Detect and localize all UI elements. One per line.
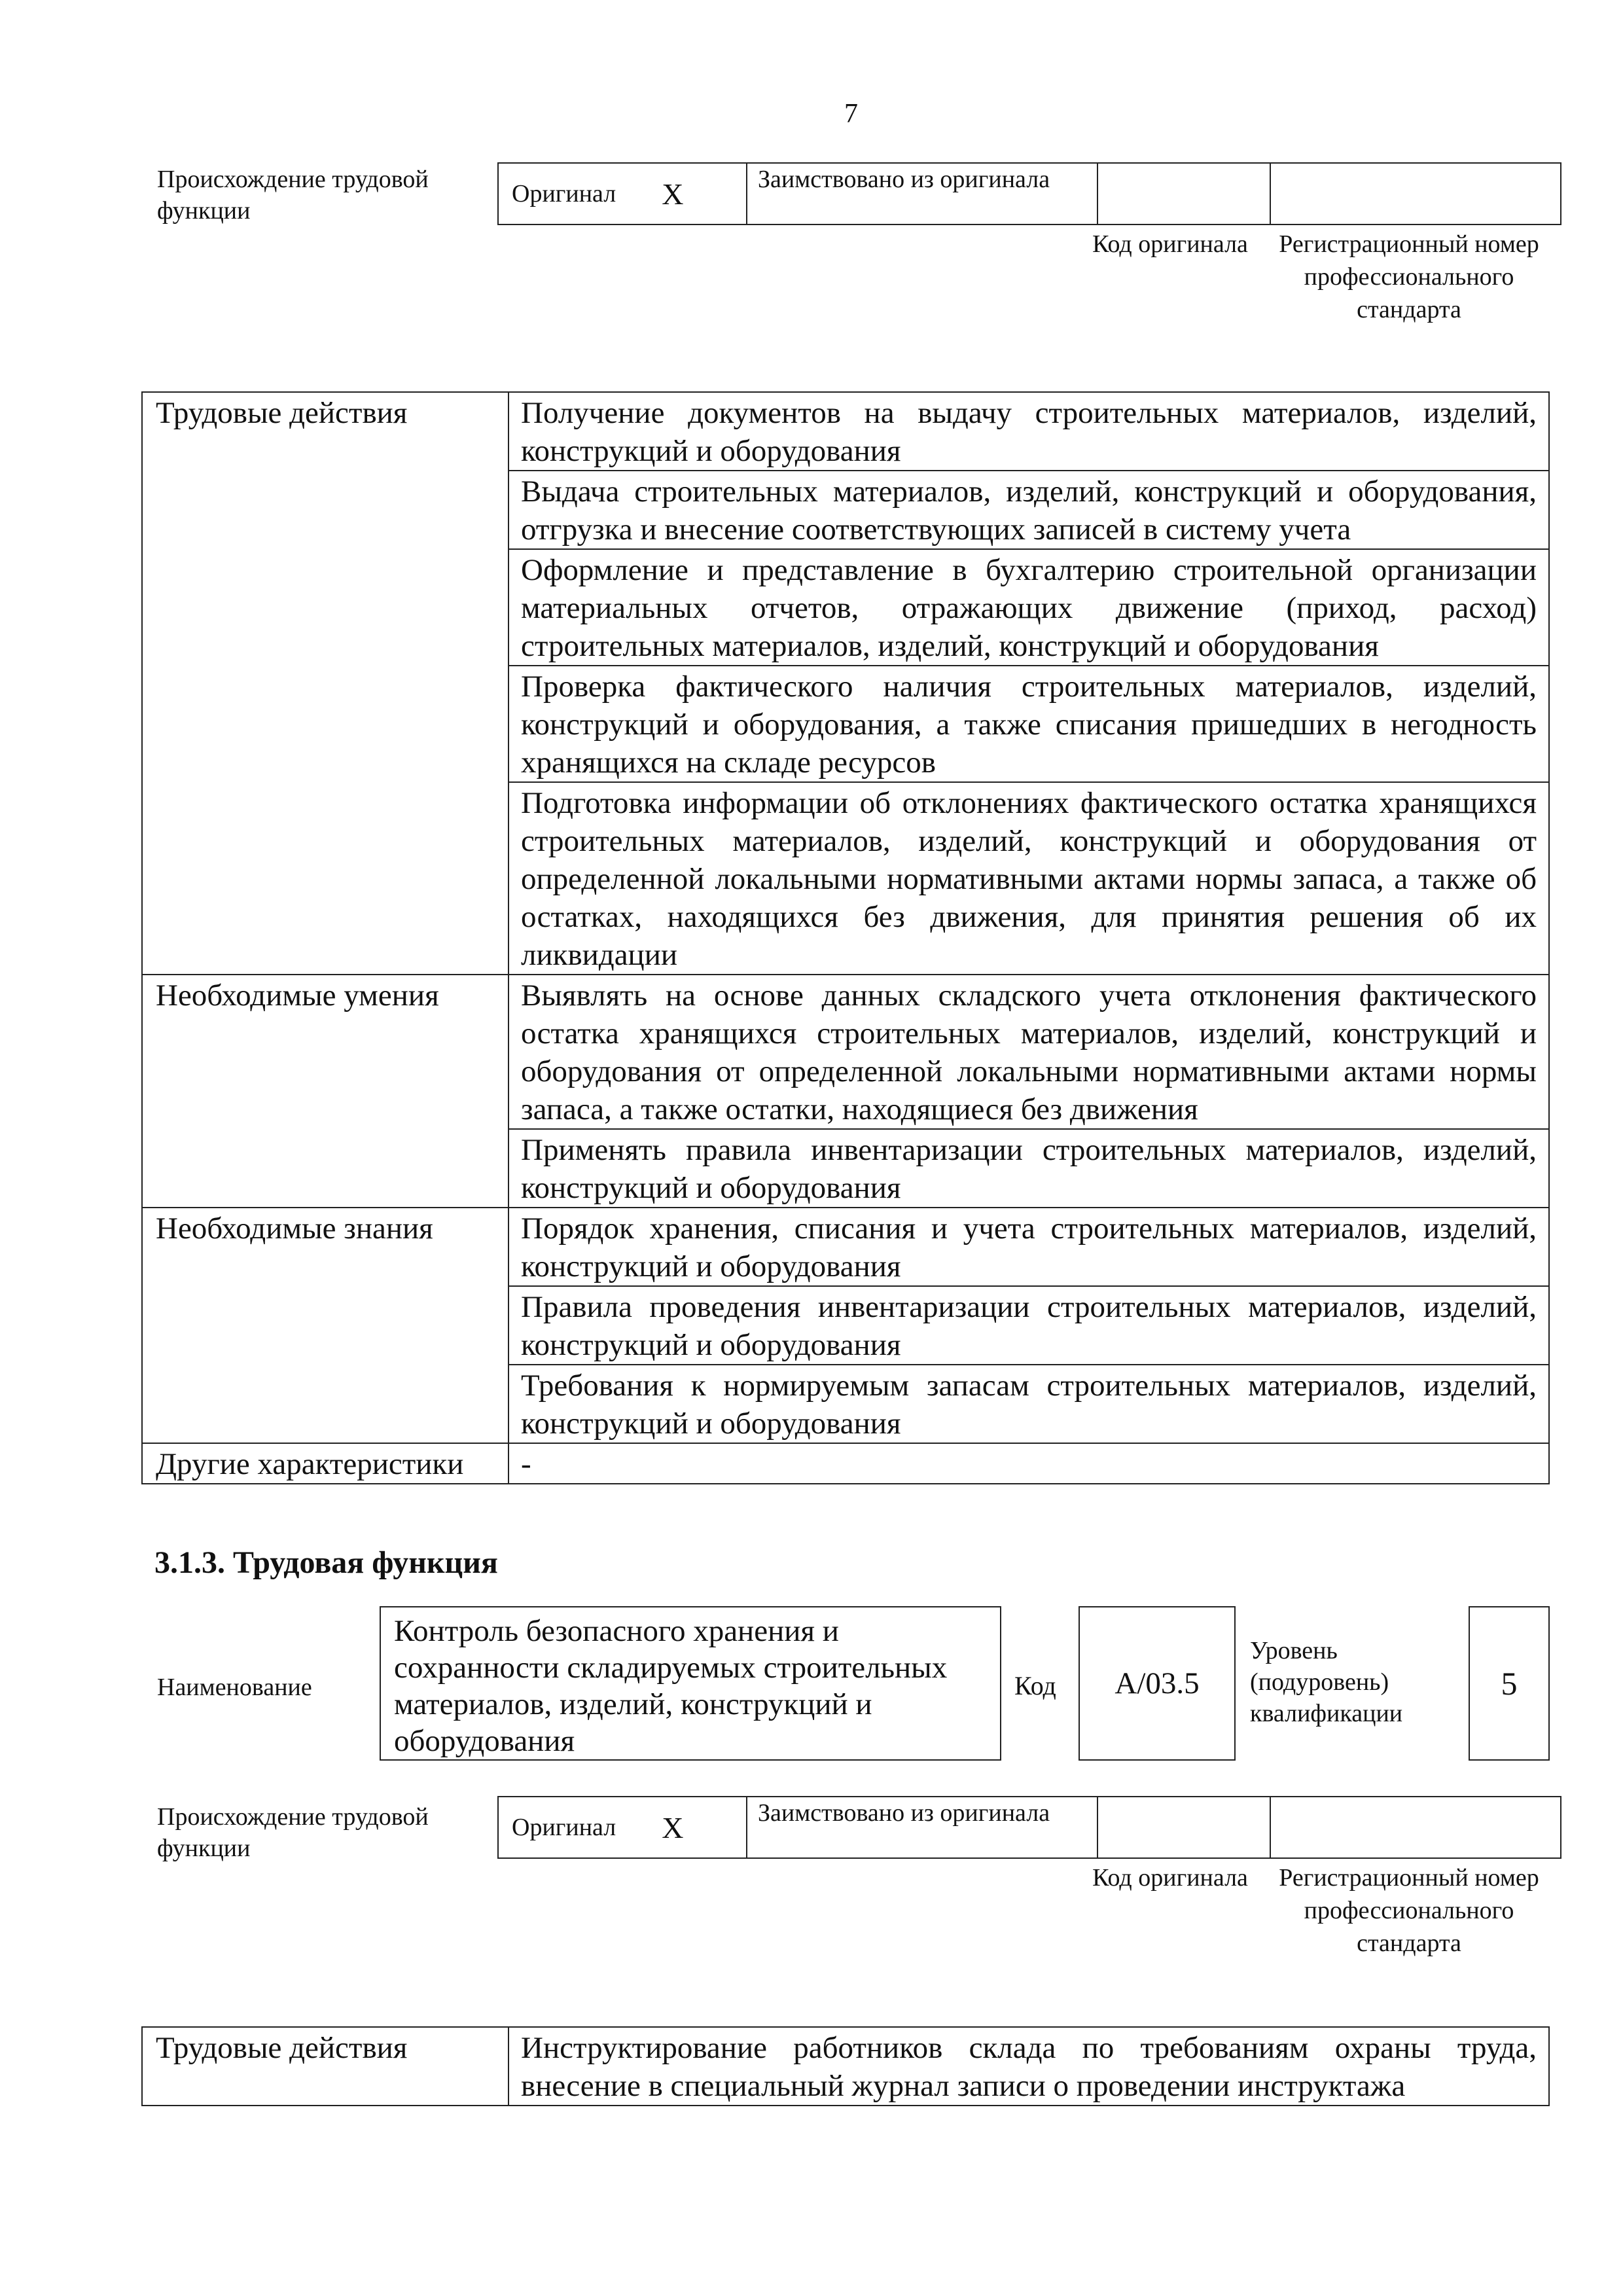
other-value: - — [508, 1443, 1549, 1484]
code-label: Код — [1014, 1671, 1056, 1700]
table-row — [142, 975, 1549, 1129]
original-label: Оригинал — [512, 180, 616, 207]
page-number: 7 — [844, 99, 858, 129]
actions-label: Трудовые действия — [142, 392, 508, 975]
action-item: Подготовка информации об отклонениях фактического остатка хранящихся строительных материалов, изделий, конструкций и оборудования от определенной локальными нормативными актами нормы запаса, а также об остатках, находящихся без движения, для принятия решения об их ликвидации — [508, 782, 1549, 975]
reg-number-cell — [1271, 1797, 1560, 1857]
table-row — [142, 1208, 1549, 1286]
action-item: Получение документов на выдачу строительных материалов, изделий, конструкций и оборудования — [508, 392, 1549, 471]
level-label: Уровень (подуровень) квалификации — [1250, 1637, 1403, 1727]
action-item: Выдача строительных материалов, изделий, конструкций и оборудования, отгрузка и внесение соответствующих записей в систему учета — [508, 471, 1549, 549]
origin-box — [497, 162, 1561, 225]
original-cell — [499, 164, 747, 224]
origin-label: Происхождение трудовой функции — [157, 166, 429, 224]
table-row — [142, 2027, 1549, 2106]
knowledge-item: Требования к нормируемым запасам строительных материалов, изделий, конструкций и оборудования — [508, 1365, 1549, 1443]
action-item: Инструктирование работников склада по требованиям охраны труда, внесение в специальный журнал записи о проведении инструктажа — [508, 2027, 1549, 2106]
function-table-2 — [141, 2026, 1550, 2106]
code-value: А/03.5 — [1079, 1606, 1236, 1761]
code-caption: Код оригинала — [1092, 230, 1248, 258]
original-mark: X — [662, 177, 684, 211]
reg-caption: Регистрационный номер профессионального стандарта — [1279, 230, 1539, 323]
borrowed-label: Заимствовано из оригинала — [747, 1797, 1098, 1857]
code-caption: Код оригинала — [1092, 1864, 1248, 1892]
original-cell — [499, 1797, 747, 1857]
name-value: Контроль безопасного хранения и сохранности складируемых строительных материалов, изделий, конструкций и оборудования — [380, 1606, 1001, 1761]
table-row — [142, 392, 1549, 471]
knowledge-label: Необходимые знания — [142, 1208, 508, 1443]
original-code-cell — [1098, 164, 1271, 224]
knowledge-item: Порядок хранения, списания и учета строительных материалов, изделий, конструкций и оборудования — [508, 1208, 1549, 1286]
section-title: 3.1.3. Трудовая функция — [154, 1545, 498, 1580]
reg-caption: Регистрационный номер профессионального стандарта — [1279, 1864, 1539, 1957]
reg-number-cell — [1271, 164, 1560, 224]
skills-label: Необходимые умения — [142, 975, 508, 1208]
level-value: 5 — [1469, 1606, 1550, 1761]
name-label: Наименование — [157, 1674, 312, 1701]
original-code-cell — [1098, 1797, 1271, 1857]
borrowed-label: Заимствовано из оригинала — [747, 164, 1098, 224]
action-item: Проверка фактического наличия строительных материалов, изделий, конструкций и оборудования, а также списания пришедших в негодность хранящихся на складе ресурсов — [508, 666, 1549, 782]
action-item: Оформление и представление в бухгалтерию строительной организации материальных отчетов, отражающих движение (приход, расход) строительных материалов, изделий, конструкций и оборудования — [508, 549, 1549, 666]
other-label: Другие характеристики — [142, 1443, 508, 1484]
origin-label: Происхождение трудовой функции — [157, 1803, 429, 1862]
skill-item: Выявлять на основе данных складского учета отклонения фактического остатка хранящихся строительных материалов, изделий, конструкций и оборудования от определенной локальными нормативными актами нормы запаса, а также остатки, находящиеся без движения — [508, 975, 1549, 1129]
skill-item: Применять правила инвентаризации строительных материалов, изделий, конструкций и оборудования — [508, 1129, 1549, 1208]
table-row — [142, 1443, 1549, 1484]
original-label: Оригинал — [512, 1814, 616, 1841]
knowledge-item: Правила проведения инвентаризации строительных материалов, изделий, конструкций и оборудования — [508, 1286, 1549, 1365]
original-mark: X — [662, 1810, 684, 1844]
actions-label: Трудовые действия — [142, 2027, 508, 2106]
origin-box — [497, 1796, 1561, 1859]
function-table — [141, 391, 1550, 1484]
